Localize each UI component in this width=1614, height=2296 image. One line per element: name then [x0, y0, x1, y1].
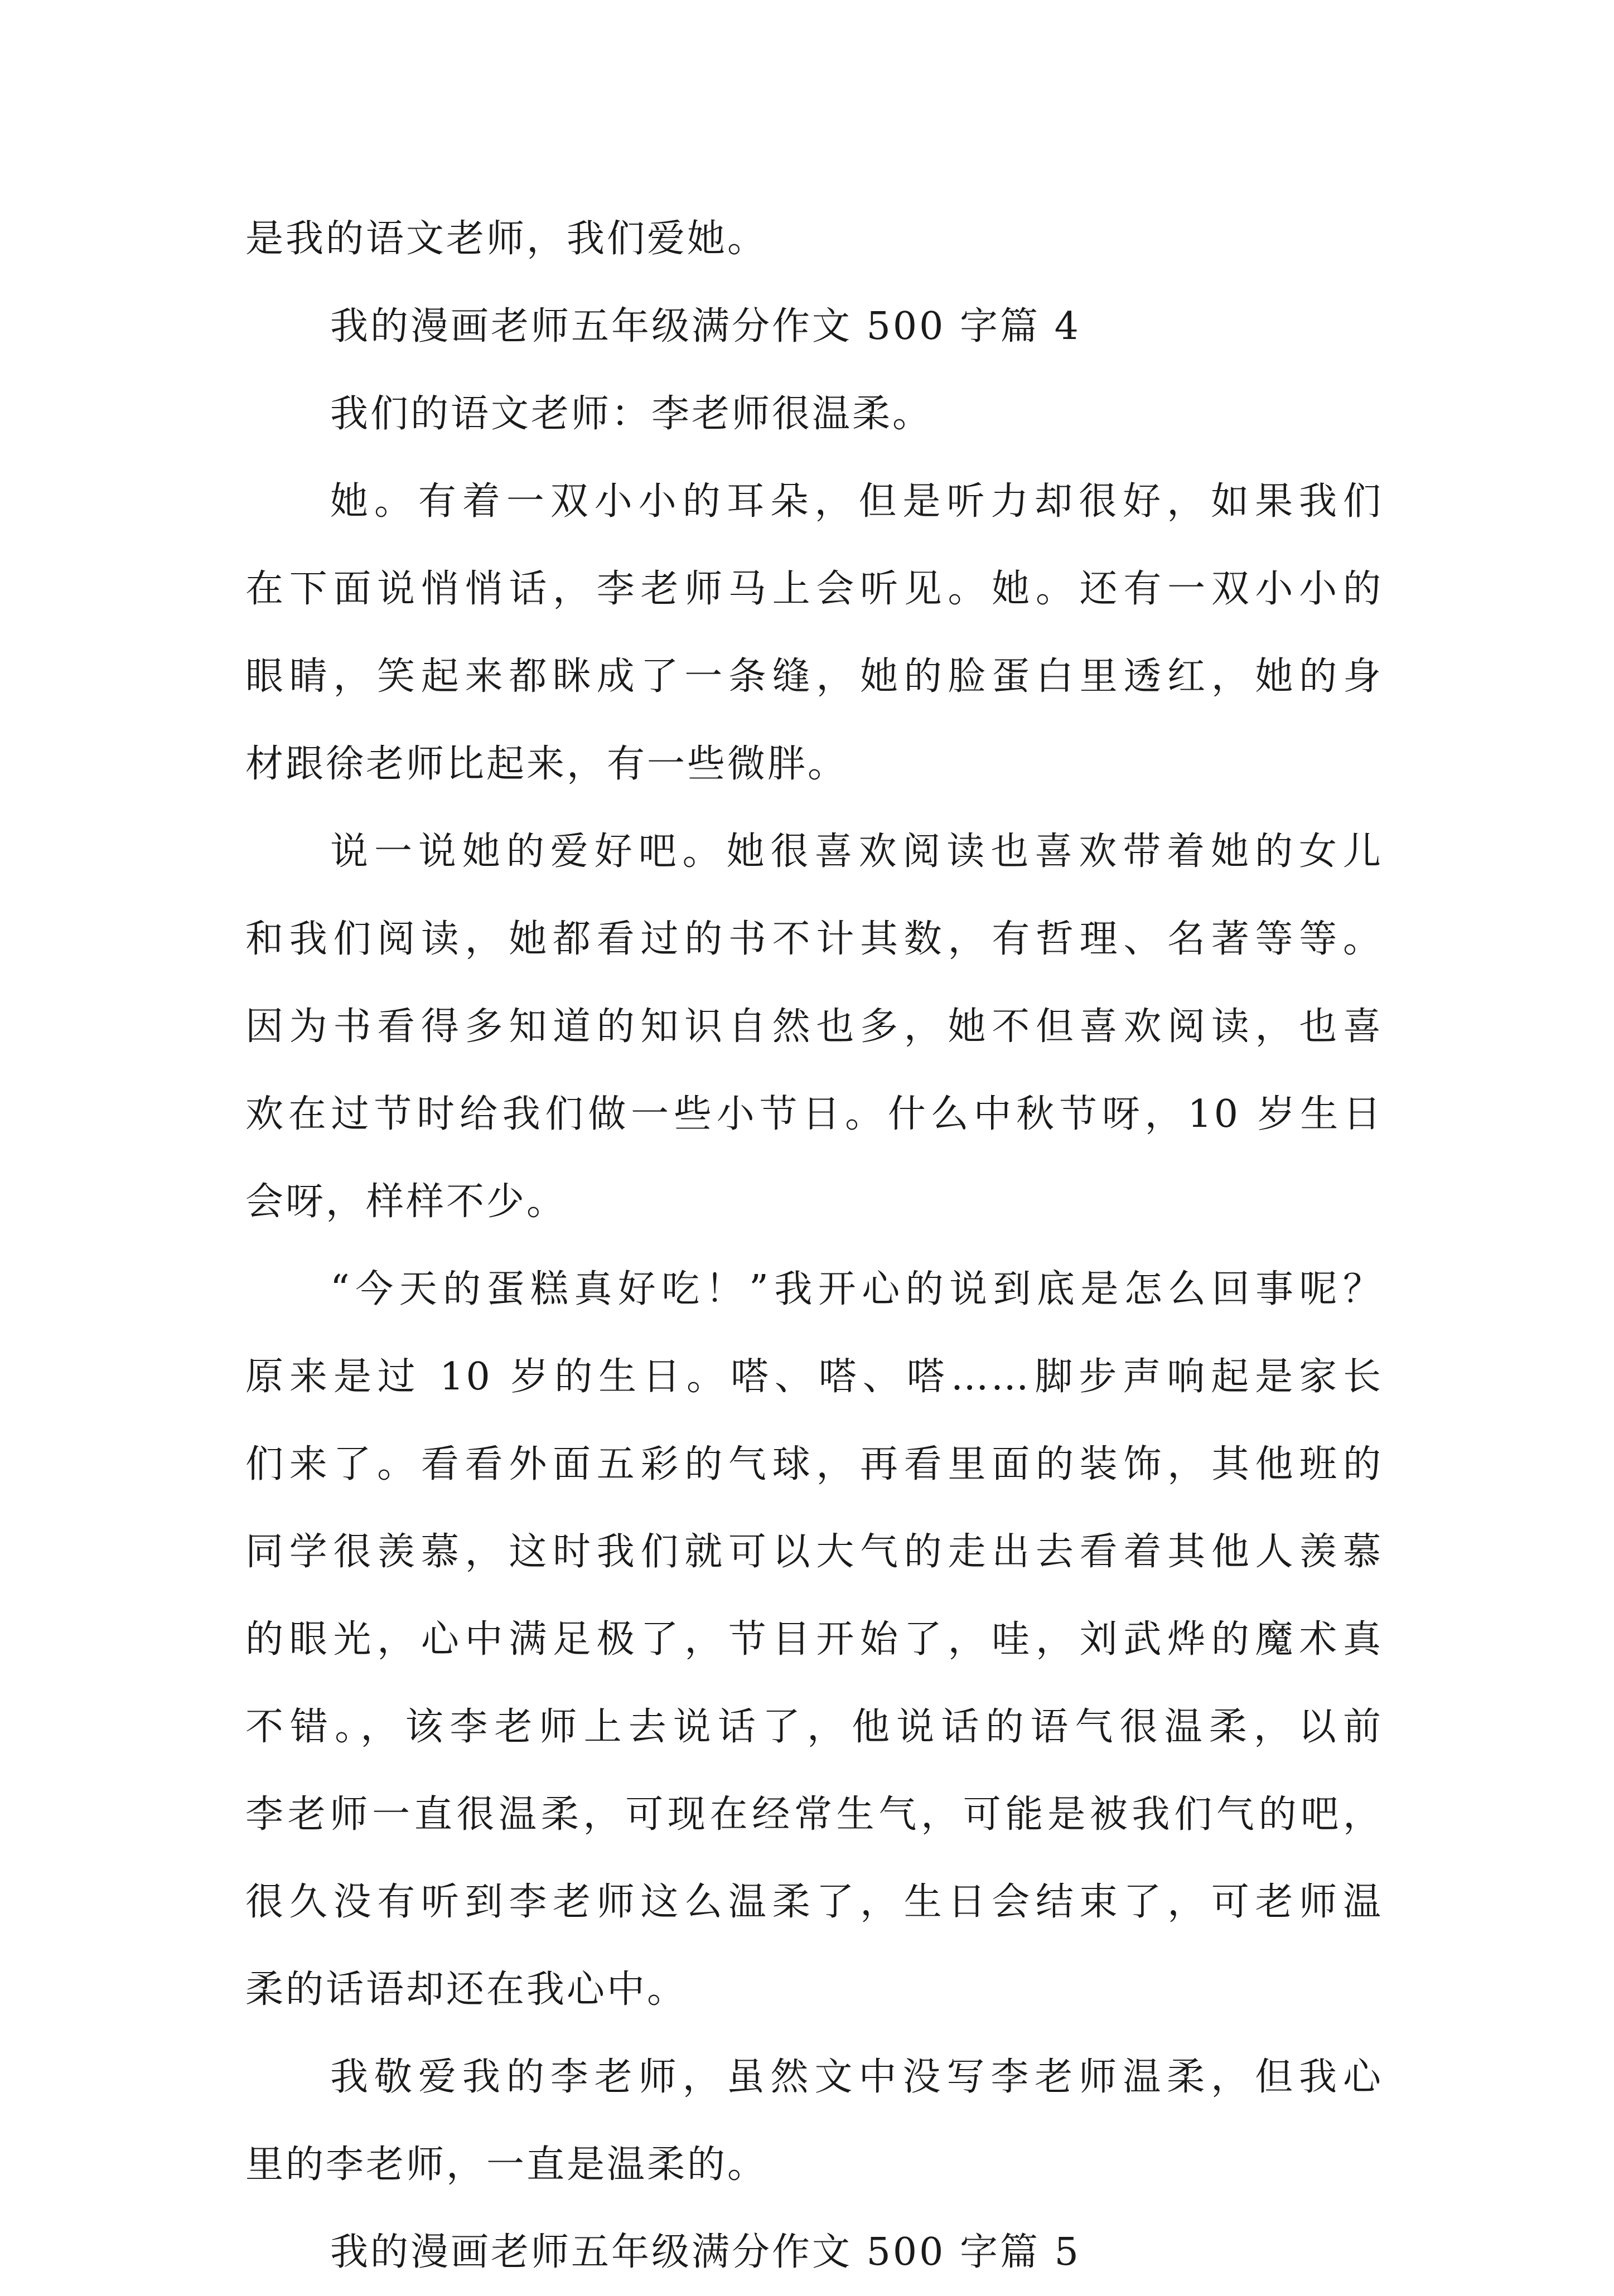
text-line: 眼睛，笑起来都眯成了一条缝，她的脸蛋白里透红，她的身: [245, 655, 1383, 699]
text-line: 材跟徐老师比起来，有一些微胖。: [245, 742, 848, 786]
text-line: 不错。，该李老师上去说话了，他说话的语气很温柔，以前: [245, 1705, 1383, 1749]
text-line: 是我的语文老师，我们爱她。: [245, 217, 768, 261]
text-line: 里的李老师，一直是温柔的。: [245, 2143, 768, 2187]
text-line: 很久没有听到李老师这么温柔了，生日会结束了，可老师温: [245, 1880, 1383, 1924]
text-line: 说一说她的爱好吧。她很喜欢阅读也喜欢带着她的女儿: [330, 830, 1383, 874]
text-line: 们来了。看看外面五彩的气球，再看里面的装饰，其他班的: [245, 1442, 1383, 1486]
text-line: 李老师一直很温柔，可现在经常生气，可能是被我们气的吧，: [245, 1793, 1383, 1837]
text-line: 我的漫画老师五年级满分作文 500 字篇 5: [330, 2230, 1081, 2274]
text-line: 原来是过 10 岁的生日。嗒、嗒、嗒……脚步声响起是家长: [245, 1355, 1383, 1399]
text-line: 在下面说悄悄话，李老师马上会听见。她。还有一双小小的: [245, 567, 1383, 611]
text-line: 同学很羡慕，这时我们就可以大气的走出去看着其他人羡慕: [245, 1530, 1383, 1574]
text-line: 和我们阅读，她都看过的书不计其数，有哲理、名著等等。: [245, 917, 1383, 961]
text-line: 欢在过节时给我们做一些小节日。什么中秋节呀，10 岁生日: [245, 1092, 1383, 1136]
text-line: 我敬爱我的李老师，虽然文中没写李老师温柔，但我心: [330, 2055, 1383, 2099]
text-line: 我们的语文老师：李老师很温柔。: [330, 392, 933, 436]
text-line: “今天的蛋糕真好吃！”我开心的说到底是怎么回事呢？: [330, 1267, 1383, 1311]
essay-text: [245, 195, 1383, 2296]
text-line: 柔的话语却还在我心中。: [245, 1968, 688, 2012]
text-line: 会呀，样样不少。: [245, 1180, 567, 1224]
text-line: 的眼光，心中满足极了，节目开始了，哇，刘武烨的魔术真: [245, 1617, 1383, 1662]
text-line: 因为书看得多知道的知识自然也多，她不但喜欢阅读，也喜: [245, 1005, 1383, 1049]
text-line: 我的漫画老师五年级满分作文 500 字篇 4: [330, 304, 1081, 348]
text-line: 她。有着一双小小的耳朵，但是听力却很好，如果我们: [330, 479, 1383, 524]
